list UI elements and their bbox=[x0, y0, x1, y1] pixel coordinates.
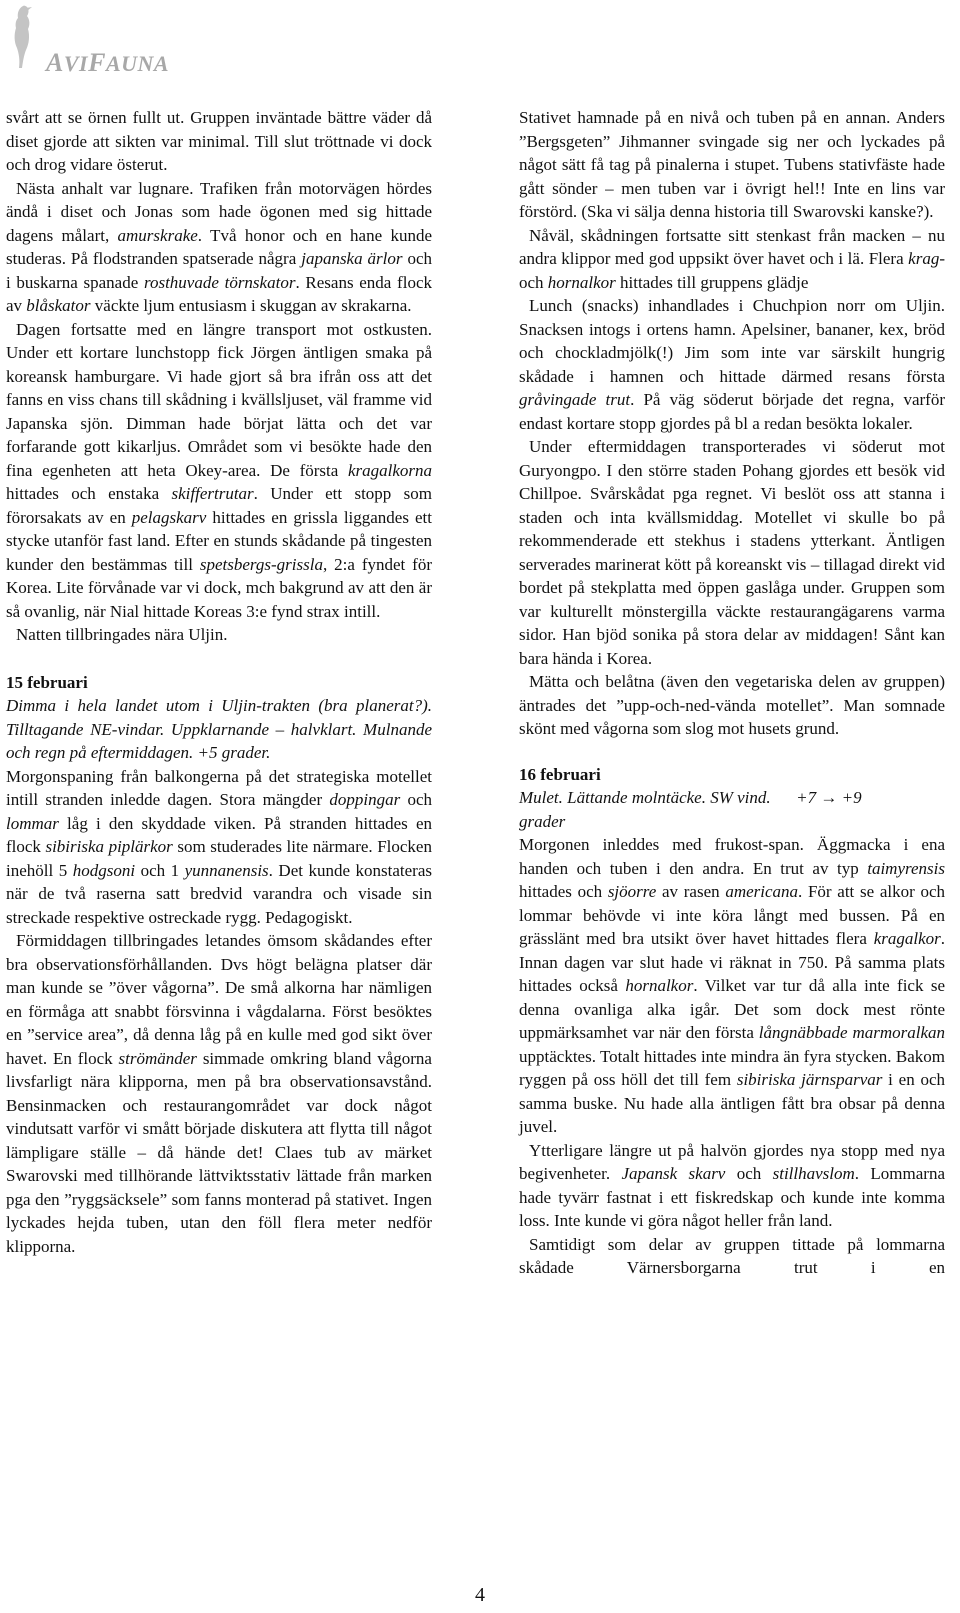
page-header bbox=[6, 4, 206, 76]
weather-note: Mulet. Lättande molntäcke. SW vind. +7 → +9 grader bbox=[519, 788, 862, 831]
paragraph: Lunch (snacks) inhandlades i Chuchpion norr om Uljin. Snacksen intogs i ortens hamn. Apelsiner, bananer, kex, bröd och chockladmjölk(!) Jim som inte var särskilt hungrig skådade i hamnen och hittade därmed resans första gråvingade trut. På väg söderut började det regna, varför endast kortare stopp gjordes på bl a redan besökta lokaler. bbox=[519, 296, 945, 433]
paragraph: svårt att se örnen fullt ut. Gruppen inväntade bättre väder då diset gjorde att sikten var minimal. Till slut tröttnade vi dock och drog vidare österut. bbox=[6, 108, 432, 174]
brand-logo-text: AVIFAUNA bbox=[46, 48, 170, 77]
section-heading: 15 februari bbox=[6, 672, 88, 692]
right-column bbox=[519, 106, 945, 1280]
paragraph: Stativet hamnade på en nivå och tuben på en annan. Anders ”Bergsgeten” Jihmanner svingade sig ner och lyckades på något sätt få tag på pinalerna i stupet. Tubens stativfäste hade gått sönder – men tuben var i övrigt hel!! Inte en lins var förstörd. (Ska vi sälja denna historia till Swarovski kanske?). bbox=[519, 108, 945, 221]
weather-note: Dimma i hela landet utom i Uljin-trakten (bra planerat?). Tilltagande NE-vindar. Uppklarnande – halvklart. Mulnande och regn på eftermiddagen. +5 grader. bbox=[6, 696, 432, 762]
left-column bbox=[6, 106, 432, 1258]
paragraph: Nåväl, skådningen fortsatte sitt stenkast från macken – nu andra klippor med god uppsikt över havet och i lä. Flera krag- och hornalkor hittades till gruppens glädje bbox=[519, 225, 945, 292]
page-number: 4 bbox=[475, 1584, 485, 1606]
paragraph: Mätta och belåtna (även den vegetariska delen av gruppen) äntrades det ”upp-och-ned-vända motellet”. Man somnade skönt med vågorna som slog mot husets grund. bbox=[519, 672, 945, 738]
paragraph: Morgonen inleddes med frukost-span. Äggmacka i ena handen och tuben i den andra. En trut av typ taimyrensis hittades och sjöorre av rasen americana. För att se alkor och lommar behövde vi inte köra långt med bussen. På en grässlänt med bra utsikt över havet hittades flera kragalkor. Innan dagen var slut hade vi räknat in 750. På samma plats hittades också hornalkor. Vilket var tur då alla inte fick se denna ovanliga alka igår. Det som dock mest rönte uppmärksamhet var när den första långnäbbade marmoralkan upptäcktes. Totalt hittades inte mindra än fyra stycken. Bakom ryggen på oss höll det till fem sibiriska järnsparvar i en och samma buske. Nu hade alla äntligen fått bra obsar på denna juvel. bbox=[519, 835, 946, 1136]
paragraph: Ytterligare längre ut på halvön gjordes nya stopp med nya begivenheter. Japansk skarv och stillhavslom. Lommarna hade tyvärr fastnat i ett fiskredskap och kunde inte komma loss. Inte kunde vi göra något heller från land. bbox=[519, 1140, 945, 1230]
paragraph: Förmiddagen tillbringades letandes ömsom skådandes efter bra observationsförhållanden. Dvs högt belägna platser där man kunde se ”över vågorna”. De små alkorna har nämligen en förmåga att snabbt försvinna i vågdalarna. Först besöktes en ”service area”, då denna låg på en kulle med god sikt över havet. En flock strömänder simmade omkring bland vågorna livsfarligt nära klipporna, men på bra observationsavstånd. Bensinmacken och restaurangområdet var dock något vindutsatt varför vi smått började diskutera att flytta till något lämpligare ställe – då hände det! Claes tub av märket Swarovski med tillhörande lättviktsstativ lättade från marken pga den ”ryggsäcksele” som fanns monterad på stativet. Ingen lyckades hejda tuben, utan den föll flera meter nedför klipporna. bbox=[6, 931, 432, 1256]
bird-logo-icon bbox=[8, 4, 38, 72]
paragraph: Under eftermiddagen transporterades vi söderut mot Guryongpo. I den större staden Pohang gjordes ett besök vid Chillpoe. Svårskådat pga regnet. Vi beslöt oss att stanna i staden och inta kvällsmiddag. Motellet vi skulle bo på rekommenderade ett stekhus i stadens ytterkant. Äntligen serverades marinerat kött på koreanskt vis – tillagad direkt vid bordet på stekplatta med öppen gaslåga under. Gruppen som var kulturellt mönstergilla väckte restaurangägarens varma sidor. Han bjöd sonika på stora delar av middagen! Sånt kan bara hända i Korea. bbox=[519, 437, 945, 668]
arrow-right-icon: → bbox=[820, 788, 838, 807]
paragraph: Samtidigt som delar av gruppen tittade på lommarna skådade Värnersborgarna trut i en bbox=[519, 1234, 945, 1277]
paragraph: Morgonspaning från balkongerna på det strategiska motellet intill stranden inledde dagen. Stora mängder doppingar och lommar låg i den skyddade viken. På stranden hittades en flock sibiriska piplärkor som studerades lite närmare. Flocken inehöll 5 hodgsoni och 1 yunnanensis. Det kunde konstateras när de två raserna satt bredvid varandra och visade sin streckade respektive ostreckade rygg. Pedagogiskt. bbox=[6, 766, 433, 927]
paragraph: Dagen fortsatte med en längre transport mot ostkusten. Under ett kortare lunchstopp fick Jörgen äntligen smaka på koreansk hamburgare. Vi hade gjort så bra ifrån oss att det fanns en viss chans till skådning i kvällsljuset, väl framme vid Japanska sjön. Dimman hade börjat lätta och det var forfarande gott kikarljus. Området som vi besökte hade den fina egenheten att heta Okey-area. De första kragalkorna hittades och enstaka skiffertrutar. Under ett stopp som förorsakats av en pelagskarv hittades en grissla liggandes ett stycke utanför fast land. Efter en stunds skådande på tingesten kunder den bestämmas till spetsbergs-grissla, 2:a fyndet för Korea. Lite förvånade var vi dock, mch bakgrund av att den är så ovanlig, när Nial hittade Koreas 3:e fynd strax intill. bbox=[6, 319, 432, 621]
paragraph: Natten tillbringades nära Uljin. bbox=[16, 625, 228, 644]
section-heading: 16 februari bbox=[519, 764, 601, 784]
paragraph: Nästa anhalt var lugnare. Trafiken från motorvägen hördes ändå i diset och Jonas som hade ögonen med sig hittade dagens målart, amurskrake. Två honor och en hane kunde studeras. På flodstranden spatserade några japanska ärlor och i buskarna spanade rosthuvade törnskator. Resans enda flock av blåskator väckte ljum entusiasm i skuggan av skrakarna. bbox=[6, 178, 433, 315]
